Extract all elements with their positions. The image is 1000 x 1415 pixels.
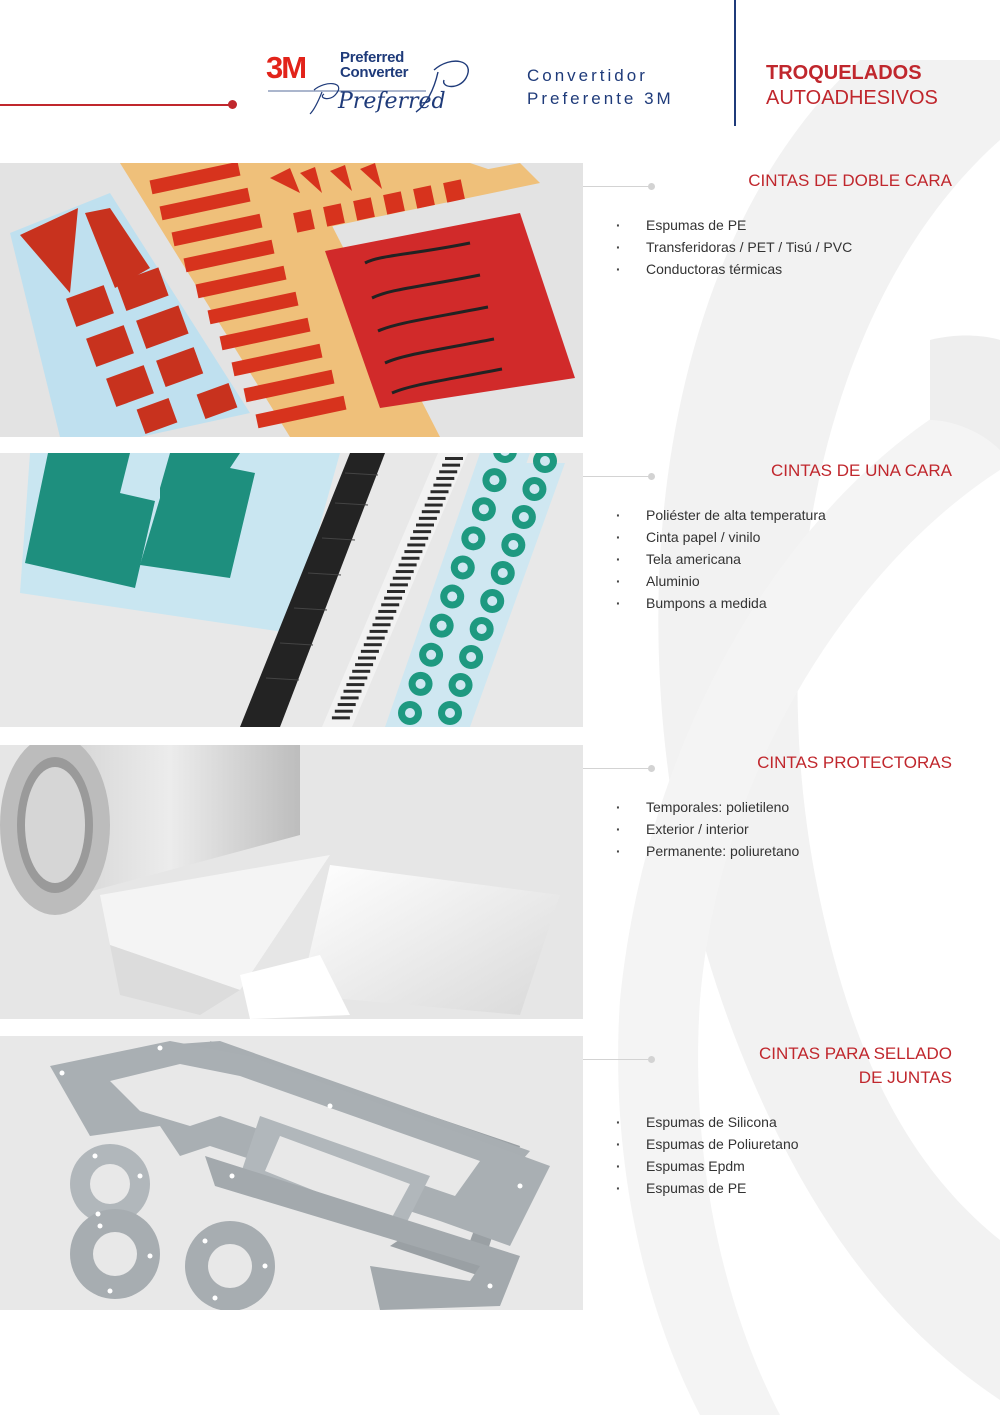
tagline-line-1: Convertidor bbox=[527, 66, 648, 85]
list-item: · Transferidoras / PET / Tisú / PVC bbox=[616, 236, 852, 258]
section-title-line: CINTAS DE DOBLE CARA bbox=[748, 171, 952, 190]
section-title-line: CINTAS DE UNA CARA bbox=[770, 461, 952, 480]
section-title-gasket bbox=[759, 1042, 952, 1090]
section-list-protective bbox=[616, 796, 799, 862]
logo-line-preferred: Preferred bbox=[340, 49, 405, 66]
header-accent-dot bbox=[228, 100, 237, 109]
list-item: · Tela americana bbox=[616, 548, 826, 570]
page-title-bold: TROQUELADOS bbox=[766, 62, 922, 84]
list-item: · Aluminio bbox=[616, 570, 826, 592]
photo-double-sided-tapes bbox=[0, 163, 583, 437]
connector-line bbox=[583, 1059, 651, 1060]
list-item: · Temporales: polietileno bbox=[616, 796, 799, 818]
section-title-double-sided bbox=[748, 169, 952, 193]
list-item: · Espumas de PE bbox=[616, 1177, 799, 1199]
list-item: · Exterior / interior bbox=[616, 818, 799, 840]
section-title-line: CINTAS PROTECTORAS bbox=[757, 753, 952, 772]
connector-dot bbox=[648, 183, 655, 190]
section-list-gasket bbox=[616, 1111, 799, 1199]
connector-dot bbox=[648, 765, 655, 772]
connector-line bbox=[583, 186, 651, 187]
list-item: · Cinta papel / vinilo bbox=[616, 526, 826, 548]
section-title-line: DE JUNTAS bbox=[858, 1068, 952, 1087]
section-title-single-sided bbox=[771, 459, 952, 483]
list-item: · Espumas de PE bbox=[616, 214, 852, 236]
photo-single-sided-tapes bbox=[0, 453, 583, 727]
logo-script-text: Preferred bbox=[338, 89, 446, 114]
connector-dot bbox=[648, 473, 655, 480]
tagline-line-2: Preferente 3M bbox=[527, 89, 674, 108]
connector-dot bbox=[648, 1056, 655, 1063]
header-divider bbox=[734, 0, 736, 126]
3m-logo-mark: 3M bbox=[266, 50, 306, 85]
logo-line-converter: Converter bbox=[340, 64, 409, 81]
list-item: · Espumas Epdm bbox=[616, 1155, 799, 1177]
tagline bbox=[527, 64, 674, 110]
section-list-double-sided bbox=[616, 214, 852, 280]
list-item: · Espumas de Poliuretano bbox=[616, 1133, 799, 1155]
list-item: · Permanente: poliuretano bbox=[616, 840, 799, 862]
connector-line bbox=[583, 476, 651, 477]
list-item: · Bumpons a medida bbox=[616, 592, 826, 614]
connector-line bbox=[583, 768, 651, 769]
list-item: · Conductoras térmicas bbox=[616, 258, 852, 280]
list-item: · Poliéster de alta temperatura bbox=[616, 504, 826, 526]
photo-gasket-tapes bbox=[0, 1036, 583, 1310]
photo-protective-tapes bbox=[0, 745, 583, 1019]
section-title-line: CINTAS PARA SELLADO bbox=[758, 1044, 952, 1063]
section-list-single-sided bbox=[616, 504, 826, 614]
section-title-protective bbox=[757, 751, 952, 775]
logo-script-flourish bbox=[266, 50, 514, 118]
header-accent-line bbox=[0, 104, 230, 106]
list-item: · Espumas de Silicona bbox=[616, 1111, 799, 1133]
3m-preferred-converter-logo bbox=[266, 50, 514, 118]
page-title-light: AUTOADHESIVOS bbox=[766, 87, 938, 109]
